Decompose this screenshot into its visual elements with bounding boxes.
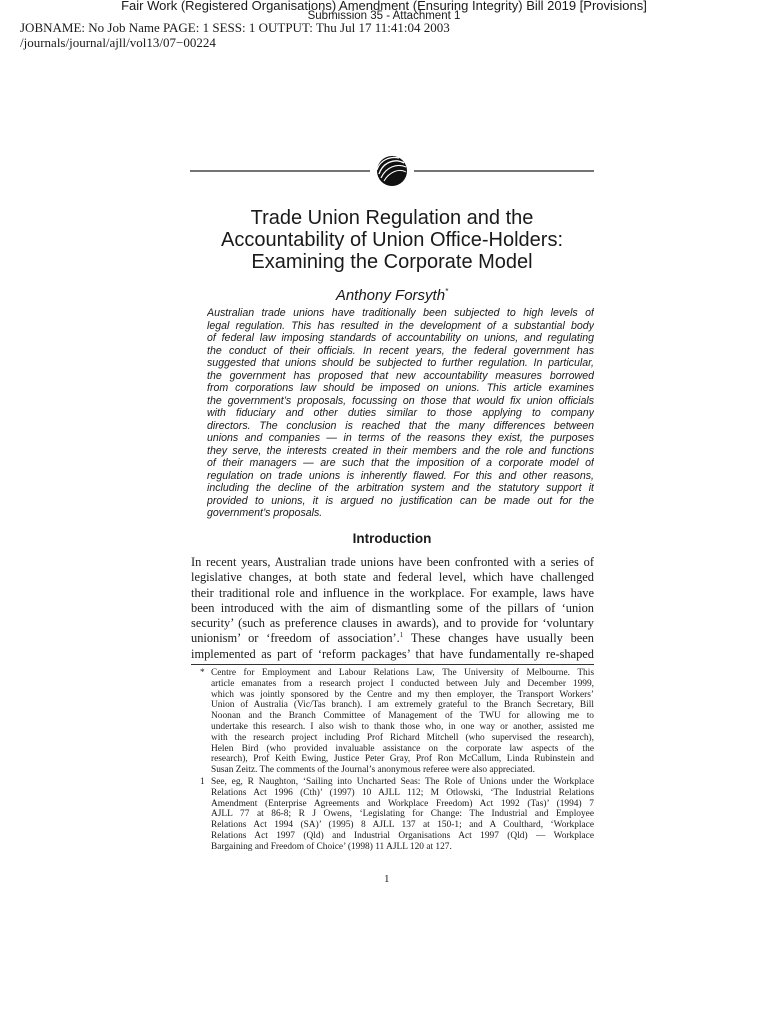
- abstract-line: the government’s proposals, focussing on those that would fix union officials: [207, 394, 594, 407]
- footnote: [200, 777, 594, 853]
- abstract-line: government’s proposals.: [207, 507, 323, 519]
- footnote-line: Noonan and the Branch Committee of Management of the TWU for allowing me to: [211, 711, 594, 722]
- journal-ornament-icon: [190, 152, 594, 190]
- author-footnote-mark: *: [445, 287, 449, 296]
- abstract-line: provided to unions, it is argued no justification can be made out for the: [207, 494, 594, 507]
- footnote-line: Helen Bird (who provided invaluable assistance on the corporate law aspects of the: [211, 743, 594, 754]
- article-author: [150, 287, 634, 304]
- abstract: [207, 307, 594, 520]
- abstract-line: suggested that unions should be subjected to further regulation. In particular,: [207, 357, 594, 369]
- article-title: [150, 207, 634, 273]
- abstract-line: regulation on trade unions is inherently flawed. For this and other reasons,: [207, 469, 594, 482]
- body-line-text: These changes have usually been: [403, 631, 594, 646]
- footnote-ref[interactable]: 1: [399, 631, 404, 640]
- abstract-line: with fiduciary and other duties similar to those applying to company: [207, 407, 594, 419]
- body-line: implemented as part of ‘reform packages’ that have fundamentally re-shaped: [191, 646, 594, 661]
- author-name: Anthony Forsyth: [335, 287, 446, 304]
- page-number: 1: [384, 873, 390, 885]
- footnotes: [200, 668, 594, 854]
- footnote-line: Centre for Employment and Labour Relations Law, The University of Melbourne. This: [211, 668, 594, 678]
- body-paragraph: [191, 555, 594, 662]
- footnote-line: which was jointly sponsored by the Centre and my then employer, the Transport Workers’: [211, 689, 594, 700]
- body-line: been introduced with the aim of dismantling some of the pillars of ‘union: [191, 600, 594, 615]
- body-line: In recent years, Australian trade unions have been confronted with a series of: [191, 555, 594, 569]
- body-line-text: unionism’ or ‘freedom of association’.: [191, 631, 400, 646]
- footnote-line: undertake this research. I also wish to thank those who, in one way or another, assisted me: [211, 721, 594, 732]
- abstract-line: they serve, the interests created in their members and the role and functions: [207, 444, 594, 457]
- footnote-line: Bargaining and Freedom of Choice’ (1998) 11 AJLL 120 at 127.: [211, 841, 452, 852]
- abstract-line: of their managers — are such that the imposition of a corporate model of: [207, 457, 594, 469]
- title-line: Examining the Corporate Model: [251, 251, 533, 273]
- footnote-line: Susan Zeitz. The comments of the Journal’s anonymous referee were also appreciated.: [211, 765, 535, 776]
- abstract-line: Australian trade unions have traditionally been subjected to high levels of: [207, 307, 594, 319]
- footnote-line: See, eg, R Naughton, ‘Sailing into Uncharted Seas: The Role of Unions under the Workplace: [211, 776, 594, 787]
- abstract-line: from corporations law should be imposed on unions. This article examines: [207, 382, 594, 394]
- job-line: JOBNAME: No Job Name PAGE: 1 SESS: 1 OUTPUT: Thu Jul 17 11:41:04 2003: [20, 20, 450, 35]
- footnote-line: Relations Act 1997 (Qld) and Industrial Organisations Act 1997 (Qld) — Workplace: [211, 830, 594, 841]
- footnote-line: with the research project including Prof Richard Mitchell (who supervised the research),: [211, 732, 594, 743]
- footnote-line: Union of Australia (Vic/Tas branch). I am extremely grateful to the Branch Secretary, Bill: [211, 700, 594, 711]
- abstract-line: legal regulation. This has resulted in the development of a substantial body: [207, 319, 594, 332]
- body-line: legislative changes, at both state and federal level, which have challenged: [191, 570, 594, 585]
- body-line: [191, 631, 594, 646]
- abstract-line: including the decline of the arbitration system and the statutory support it: [207, 482, 594, 494]
- footnote-line: Amendment (Enterprise Agreements and Workplace Freedom) Act 1992 (Tas)’ (1994) 7: [211, 798, 594, 809]
- journal-path: /journals/journal/ajll/vol13/07−00224: [20, 35, 216, 50]
- footnote-line: article emanates from a research project I conducted between July and December 1999,: [211, 678, 594, 689]
- footnote-divider: [191, 664, 594, 665]
- abstract-line: unions and companies — in terms of the reasons they exist, the purposes: [207, 432, 594, 444]
- footnote: [200, 668, 594, 776]
- footnote-mark: *: [200, 668, 205, 678]
- header-submission: Submission 35 - Attachment 1: [307, 10, 461, 22]
- title-line: Accountability of Union Office-Holders:: [220, 229, 563, 251]
- abstract-line: of federal law imposing standards of accountability on unions, and regulating: [207, 332, 594, 344]
- footnote-line: research), Prof Keith Ewing, Justice Peter Gray, Prof Ron McCallum, Linda Rubinstein and: [211, 754, 594, 765]
- footnote-line: Relations Act 1996 (Cth)’ (1997) 10 AJLL 112; M Otlowski, ‘The Industrial Relations: [211, 787, 594, 798]
- abstract-line: the government has proposed that new accountability measures borrowed: [207, 369, 594, 382]
- body-line: security’ (such as preference clauses in awards), and to provide for ‘voluntary: [191, 616, 594, 631]
- abstract-line: the conduct of their officials. In recent years, the federal government has: [207, 344, 594, 357]
- footnote-mark: 1: [200, 776, 205, 787]
- footnote-line: AJLL 77 at 86-8; R J Owens, ‘Legislating for Change: The Industrial and Employee: [211, 809, 594, 820]
- header-title: Fair Work (Registered Organisations) Amendment (Ensuring Integrity) Bill 2019 [Provisions]: [121, 0, 647, 13]
- abstract-line: directors. The conclusion is reached that the many differences between: [207, 419, 594, 432]
- footnote-line: Relations Act 1994 (SA)’ (1995) 8 AJLL 137 at 150-1; and A Coulthard, ‘Workplace: [211, 820, 594, 831]
- section-heading: Introduction: [352, 531, 432, 546]
- title-line: Trade Union Regulation and the: [250, 207, 534, 229]
- body-line: their traditional role and influence in the workplace. For example, laws have: [191, 585, 594, 600]
